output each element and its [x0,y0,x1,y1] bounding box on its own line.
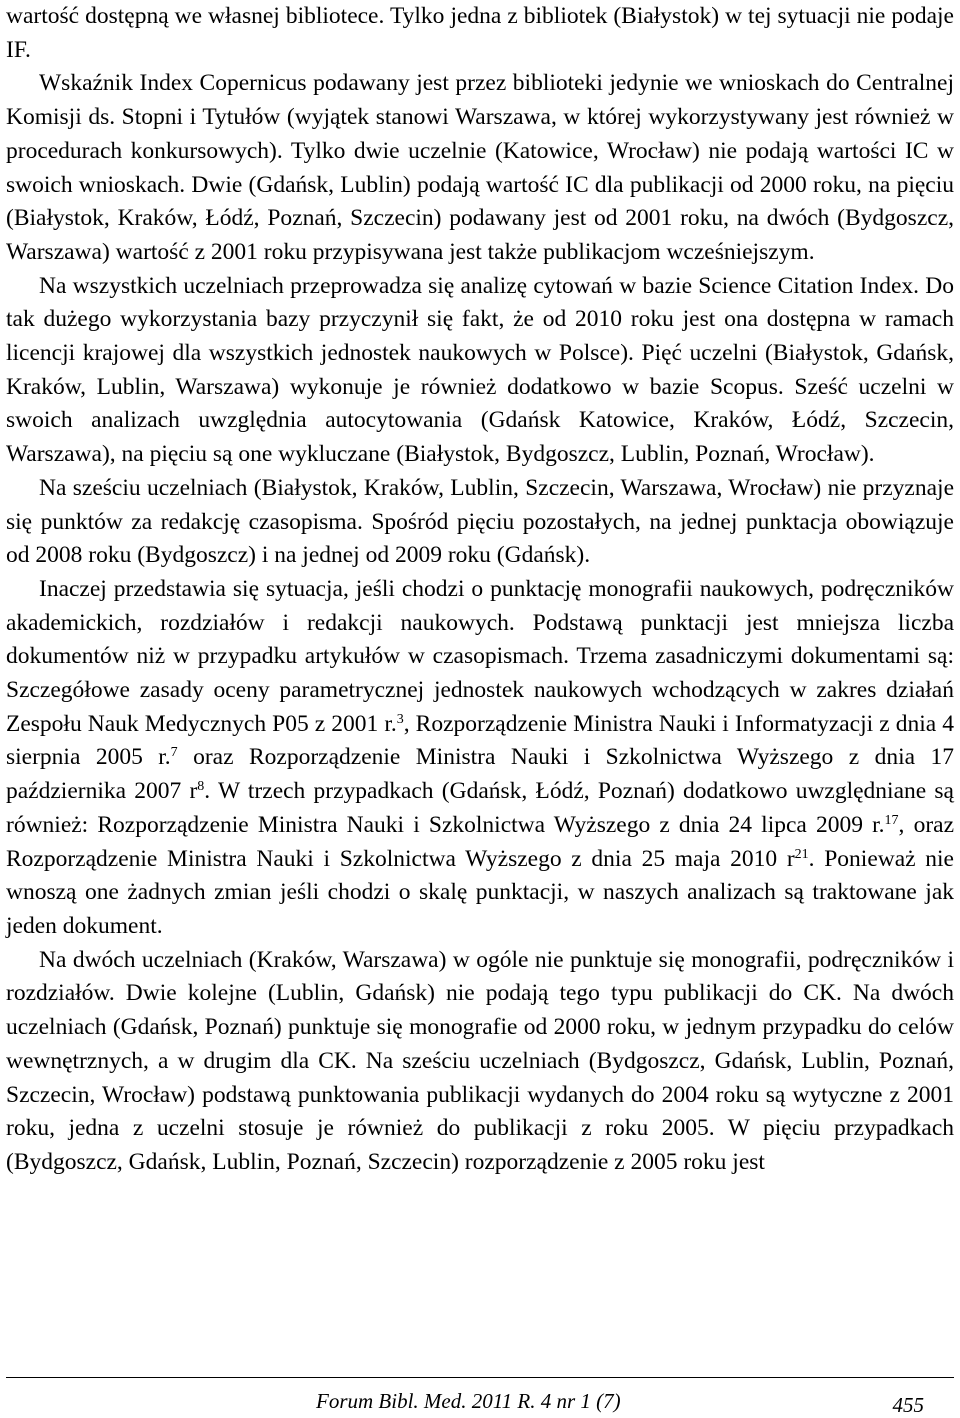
text-run: Na sześciu uczelniach (Białystok, Kraków, Lublin, Szczecin, Warszawa, Wrocław) nie przyznaje się punktów za redakcję czasopisma. Spośród pięciu pozostałych, na jednej punktacja obowiązuje od 2008 roku (Bydgoszcz) i na jednej od 2009 roku (Gdańsk). [6,474,954,569]
page [6,0,955,1417]
text-run: , Rozporządzenie Ministra Nauki i Informatyzacji z dnia 4 sierpnia 2005 r. [6,710,954,771]
paragraph [6,472,954,573]
body-text [6,0,954,1180]
text-run: wartość dostępną we własnej bibliotece. Tylko jedna z bibliotek (Białystok) w tej sytuacji nie podaje IF. [6,3,954,63]
page-footer [6,1388,954,1417]
paragraph [6,270,954,472]
paragraph [6,67,954,269]
footnote-ref: 8 [197,779,205,795]
paragraph [6,0,954,67]
paragraph [6,944,954,1180]
footnote-ref: 7 [170,745,178,761]
footnote-ref: 21 [794,846,809,862]
text-run: . Ponieważ nie wnoszą one żadnych zmian jeśli chodzi o skalę punktacji, w naszych analizach są traktowane jak jeden dokument. [6,845,954,939]
text-run: Na dwóch uczelniach (Kraków, Warszawa) w ogóle nie punktuje się monografii, podręczników i rozdziałów. Dwie kolejne (Lublin, Gdańsk) nie podają tego typu publikacji do CK. Na dwóch uczelniach (Gdańsk, Poznań) punktuje się monografie od 2000 roku, w jednym przypadku do celów wewnętrznych, a w drugim dla CK. Na sześciu uczelniach (Bydgoszcz, Gdańsk, Lublin, Poznań, Szczecin, Wrocław) podstawą punktowania publikacji wydanych do 2004 roku są wytyczne z 2001 roku, jedna z uczelni stosuje je również do publikacji z roku 2005. W pięciu przypadkach (Bydgoszcz, Gdańsk, Lublin, Poznań, Szczecin) rozporządzenie z 2005 roku jest [6,946,954,1175]
text-run: Wskaźnik Index Copernicus podawany jest przez biblioteki jedynie we wnioskach do Centralnej Komisji ds. Stopni i Tytułów (wyjątek stanowi Warszawa, w której wykorzystywany jest również w procedurach konkursowych). Tylko dwie uczelnie (Katowice, Wrocław) nie podają wartości IC w swoich wnioskach. Dwie (Gdańsk, Lublin) podają wartość IC dla publikacji od 2000 roku, na pięciu (Białystok, Kraków, Łódź, Poznań, Szczecin) podawany jest od 2001 roku, na dwóch (Bydgoszcz, Warszawa) wartość z 2001 roku przypisywana jest także publikacjom wcześniejszym. [6,70,954,265]
footer-rule [6,1377,954,1378]
text-run: , oraz Rozporządzenie Ministra Nauki i Szkolnictwa Wyższego z dnia 25 maja 2010 r [6,811,955,872]
footnote-ref: 3 [396,711,404,727]
paragraph [6,573,954,944]
journal-citation: Forum Bibl. Med. 2011 R. 4 nr 1 (7) [316,1389,621,1413]
footnote-ref: 17 [884,812,899,828]
text-run: Na wszystkich uczelniach przeprowadza się analizę cytowań w bazie Science Citation Index. Do tak dużego wykorzystania bazy przyczynił się fakt, że od 2010 roku jest ona dostępna w ramach licencji krajowej dla wszystkich jednostek naukowych w Polsce). Pięć uczelni (Białystok, Gdańsk, Kraków, Lublin, Warszawa) wykonuje je również dodatkowo w bazie Scopus. Sześć uczelni w swoich analizach uwzględnia autocytowania (Gdańsk Katowice, Kraków, Łódź, Szczecin, Warszawa), na pięciu są one wykluczane (Białystok, Bydgoszcz, Lublin, Poznań, Wrocław). [6,272,954,468]
text-run: Inaczej przedstawia się sytuacja, jeśli chodzi o punktację monografii naukowych, podręczników akademickich, rozdziałów i redakcji naukowych. Podstawą punktacji jest mniejsza liczba dokumentów niż w przypadku artykułów w czasopismach. Trzema zasadniczymi dokumentami są: Szczegółowe zasady oceny parametrycznej jednostek naukowych wchodzących w zakres działań Zespołu Nauk Medycznych P05 z 2001 r. [6,575,954,737]
text-run: . W trzech przypadkach (Gdańsk, Łódź, Poznań) dodatkowo uwzględniane są również: Rozporządzenie Ministra Nauki i Szkolnictwa Wyższego z dnia 24 lipca 2009 r. [6,778,954,838]
text-run: oraz Rozporządzenie Ministra Nauki i Szkolnictwa Wyższego z dnia 17 października 2007 r [6,744,955,805]
page-number: 455 [892,1393,924,1417]
